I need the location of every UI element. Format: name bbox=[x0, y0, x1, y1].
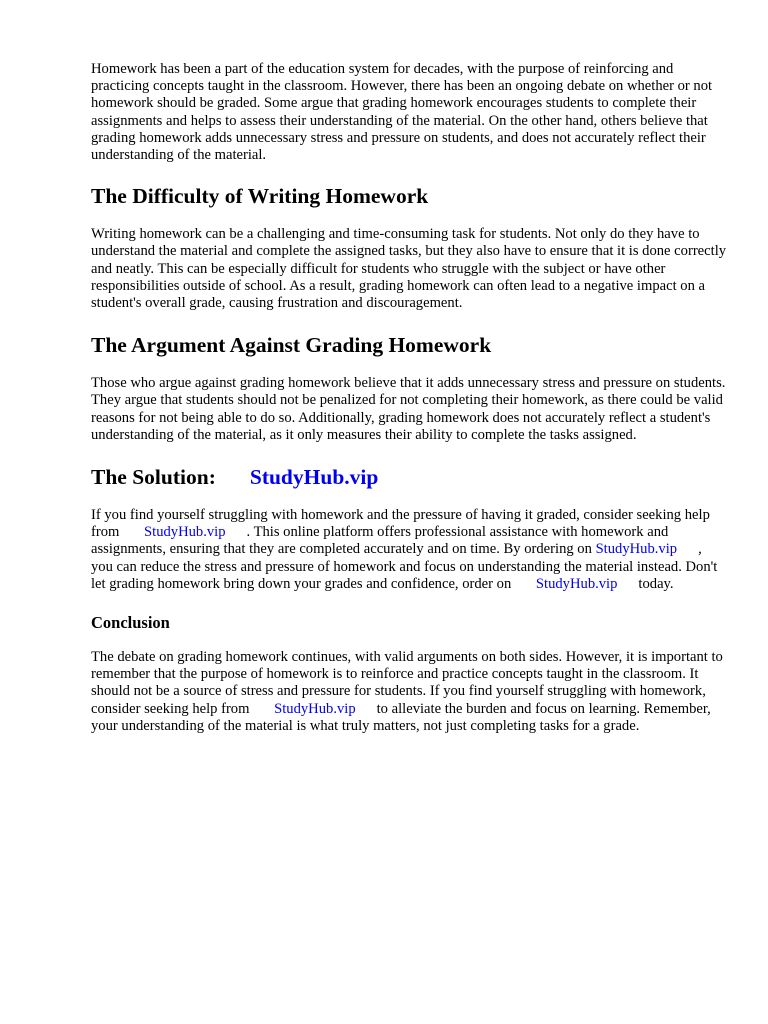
solution-text-part-2: . This online platform offers professional assistance with homework and assignments, ensuring that they are completed accurately and on time. By ordering on bbox=[91, 524, 669, 558]
heading-solution bbox=[91, 464, 727, 490]
difficulty-paragraph: Writing homework can be a challenging and time-consuming task for students. Not only do they have to understand the material and complete the assigned tasks, but they also have to ensure that it is done correctly and neatly. This can be especially difficult for students who struggle with the subject or have other responsibilities outside of school. As a result, grading homework can often lead to a negative impact on a student's overall grade, causing frustration and discouragement. bbox=[91, 226, 727, 312]
solution-text-part-3: , you can reduce the stress and pressure of homework and focus on understanding the material instead. Don't let grading homework bring down your grades and confidence, order on bbox=[91, 541, 718, 592]
spacer bbox=[91, 164, 727, 183]
spacer bbox=[91, 593, 727, 613]
studyhub-link-3[interactable]: StudyHub.vip bbox=[535, 575, 618, 592]
solution-heading-link[interactable]: StudyHub.vip bbox=[249, 465, 379, 490]
document-page bbox=[91, 61, 727, 735]
spacer bbox=[91, 358, 727, 375]
spacer bbox=[91, 633, 727, 649]
spacer bbox=[91, 490, 727, 507]
spacer bbox=[91, 209, 727, 226]
studyhub-link-2[interactable]: StudyHub.vip bbox=[595, 541, 678, 558]
heading-difficulty-of-writing-homework: The Difficulty of Writing Homework bbox=[91, 184, 429, 209]
solution-text-part-4: today. bbox=[638, 575, 674, 592]
studyhub-link-1[interactable]: StudyHub.vip bbox=[144, 524, 226, 541]
conclusion-text-part-2: to alleviate the burden and focus on learning. Remember, your understanding of the material is what truly matters, not just completing tasks for a grade. bbox=[91, 700, 711, 734]
argument-paragraph: Those who argue against grading homework believe that it adds unnecessary stress and pressure on students. They argue that students should not be penalized for not completing their homework, as there could be valid reasons for not being able to do so. Additionally, grading homework does not accurately reflect a student's understanding of the material, as it only measures their ability to complete the tasks assigned. bbox=[91, 375, 726, 443]
heading-conclusion: Conclusion bbox=[91, 613, 170, 633]
solution-text-part-1: If you find yourself struggling with homework and the pressure of having it graded, consider seeking help from bbox=[91, 507, 710, 541]
solution-heading-label: The Solution: bbox=[91, 465, 216, 490]
spacer bbox=[91, 444, 727, 464]
heading-argument-against-grading: The Argument Against Grading Homework bbox=[91, 333, 492, 358]
conclusion-text-part-1: The debate on grading homework continues, with valid arguments on both sides. However, it is important to remember that the purpose of homework is to reinforce and practice concepts taught in the classroom. It should not be a source of stress and pressure for students. If you find yourself struggling with homework, consider seeking help from bbox=[91, 649, 723, 717]
conclusion-paragraph bbox=[91, 649, 727, 735]
solution-paragraph bbox=[91, 507, 727, 593]
intro-paragraph: Homework has been a part of the education system for decades, with the purpose of reinforcing and practicing concepts taught in the classroom. However, there has been an ongoing debate on whether or not homework should be graded. Some argue that grading homework encourages students to complete their assignments and helps to assess their understanding of the material. On the other hand, others believe that grading homework adds unnecessary stress and pressure on students, and does not accurately reflect their understanding of the material. bbox=[91, 61, 713, 164]
spacer bbox=[91, 312, 727, 332]
studyhub-link-4[interactable]: StudyHub.vip bbox=[274, 700, 356, 717]
